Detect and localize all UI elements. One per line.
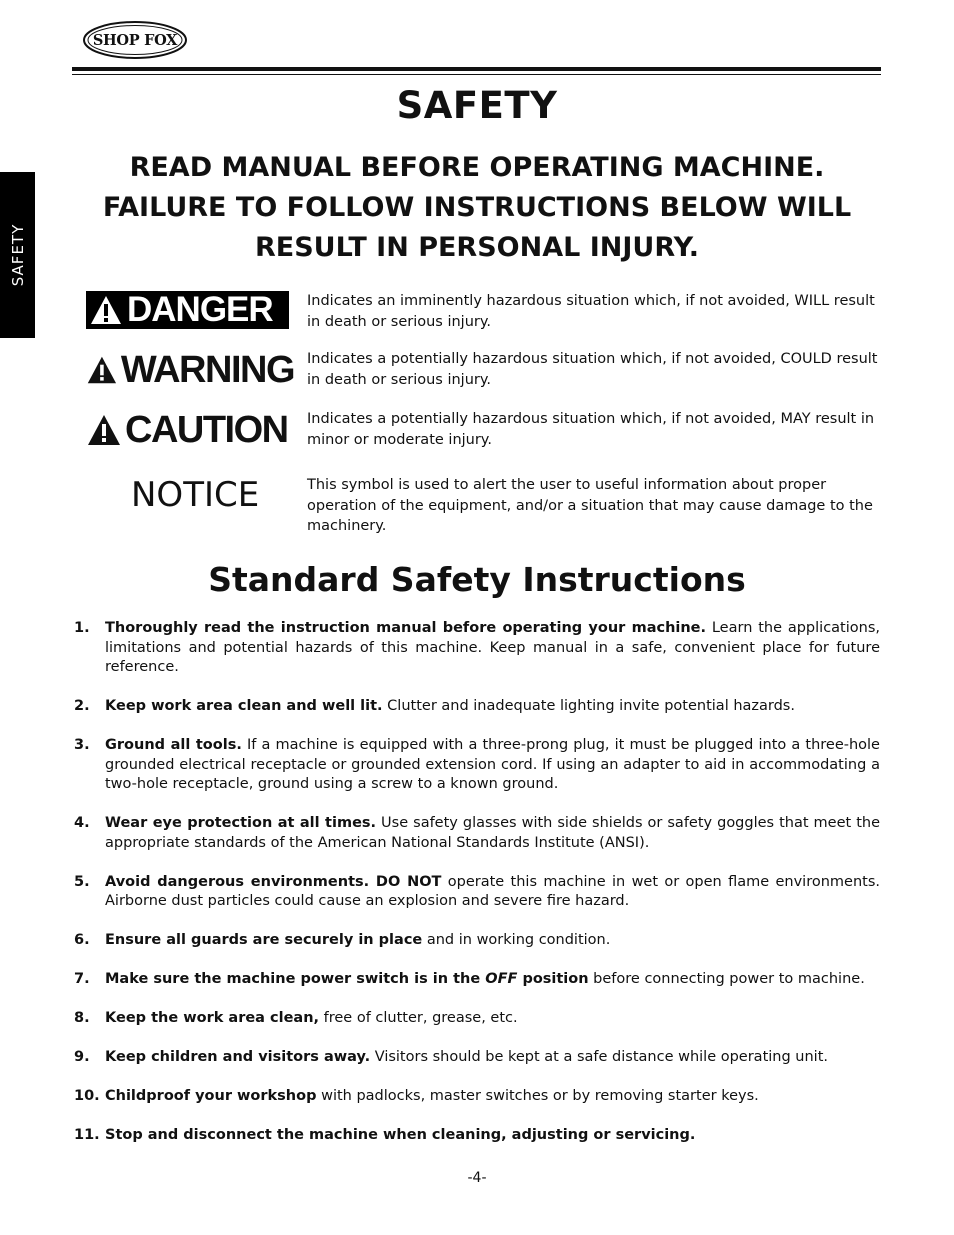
header-rule-thin [72,74,881,75]
page-number: -4- [467,1170,487,1186]
alert-triangle-icon [86,353,118,387]
danger-label: DANGER [127,290,273,329]
shop-fox-logo [82,20,188,60]
safety-instructions-list [74,619,880,1165]
caution-badge [86,409,294,453]
warning-line-1: READ MANUAL BEFORE OPERATING MACHINE. [129,152,825,183]
danger-badge [86,291,294,335]
side-tab-label: SAFETY [8,223,27,287]
warning-badge [86,349,294,393]
warning-line-3: RESULT IN PERSONAL INJURY. [255,232,699,263]
list-item: 7. Make sure the machine power switch is in the OFF position before connecting power to machine. [74,971,865,987]
notice-badge [86,475,294,519]
section-heading: Standard Safety Instructions [208,560,746,599]
list-item: 1. Thoroughly read the instruction manual before operating your machine. Learn the applications, limitations and potential hazards of this machine. Keep manual in a safe, convenient place for future reference. [74,620,880,675]
list-item: 6. Ensure all guards are securely in place and in working condition. [74,932,611,948]
notice-label: NOTICE [131,475,260,515]
caution-description: Indicates a potentially hazardous situation which, if not avoided, MAY result in minor or moderate injury. [307,411,875,448]
section-side-tab [0,172,35,338]
list-item: 9. Keep children and visitors away. Visitors should be kept at a safe distance while operating unit. [74,1049,828,1065]
logo-text: SHOP FOX [92,31,178,49]
warning-label: WARNING [120,348,294,391]
header-rule [72,67,881,71]
list-item: 10. Childproof your workshop with padlocks, master switches or by removing starter keys. [74,1088,759,1104]
list-item: 3. Ground all tools. If a machine is equipped with a three-prong plug, it must be plugged into a three-hole grounded electrical receptacle or grounded extension cord. If using an adapter to aid in accommodating a two-hole receptacle, ground using a screw to a known ground. [74,737,880,792]
warning-line-2: FAILURE TO FOLLOW INSTRUCTIONS BELOW WILL [102,192,852,223]
notice-description: This symbol is used to alert the user to useful information about proper operation of the equipment, and/or a situation that may cause damage to the machinery. [307,477,873,534]
danger-description: Indicates an imminently hazardous situation which, if not avoided, WILL result in death or serious injury. [307,293,875,330]
list-item: 5. Avoid dangerous environments. DO NOT operate this machine in wet or open flame environments. Airborne dust particles could cause an explosion and severe fire hazard. [74,873,880,909]
caution-label: CAUTION [125,408,288,451]
alert-triangle-icon [86,413,122,447]
warning-description: Indicates a potentially hazardous situation which, if not avoided, COULD result in death or serious injury. [307,351,878,388]
list-item: 2. Keep work area clean and well lit. Clutter and inadequate lighting invite potential hazards. [74,698,795,714]
read-manual-warning [76,148,878,268]
list-item: 11. Stop and disconnect the machine when cleaning, adjusting or servicing. [74,1127,696,1143]
page-title: SAFETY [396,84,558,127]
alert-triangle-icon [89,294,123,326]
list-item: 4. Wear eye protection at all times. Use safety glasses with side shields or safety goggles that meet the appropriate standards of the American National Standards Institute (ANSI). [74,815,880,851]
list-item: 8. Keep the work area clean, free of clutter, grease, etc. [74,1010,518,1026]
